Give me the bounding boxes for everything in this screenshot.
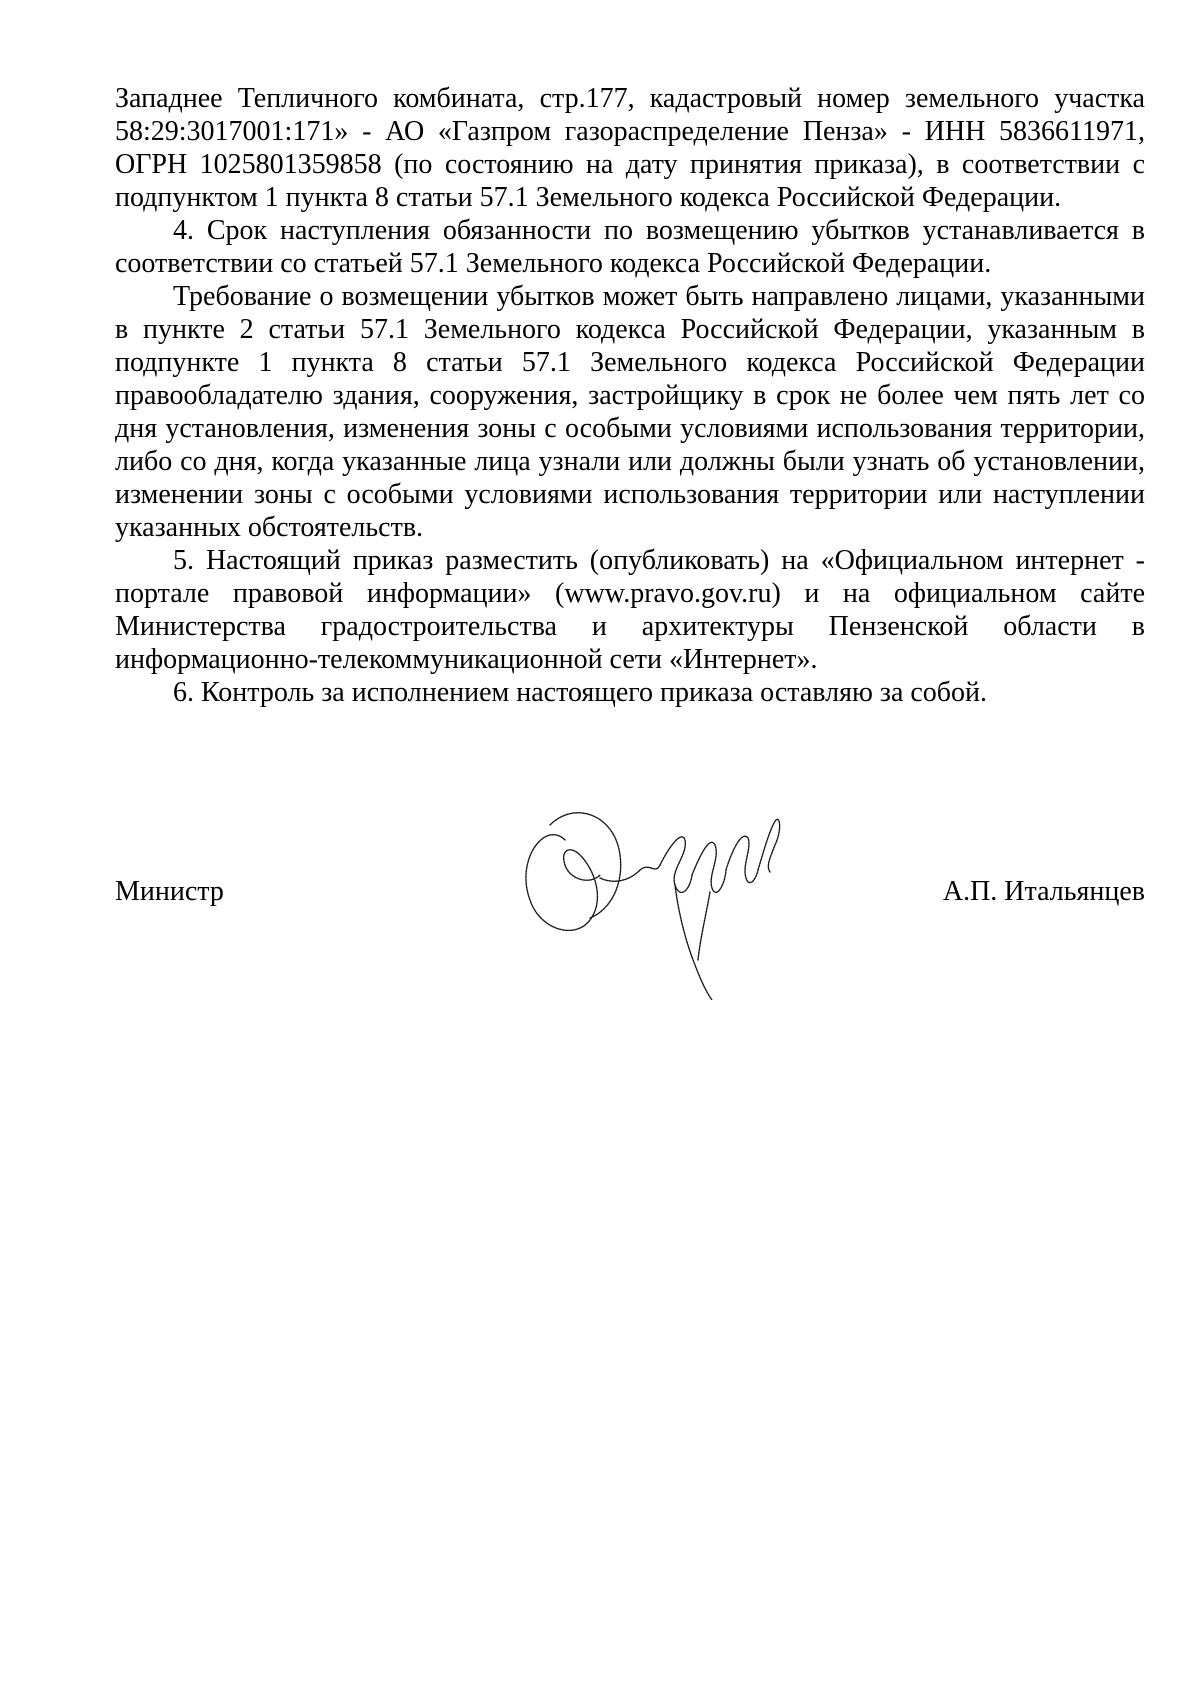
paragraph-damages-requirement: Требование о возмещении убытков может быть направлено лицами, указанными в пункте 2 статьи 57.1 Земельного кодекса Российской Федерации, указанным в подпункте 1 пункта 8 статьи 57.1 Земельного кодекса Российской Федерации правообладателю здания, сооружения, застройщику в срок не более чем пять лет со дня установления, изменения зоны с особыми условиями использования территории, либо со дня, когда указанные лица узнали или должны были узнать об установлении, изменении зоны с особыми условиями использования территории или наступлении указанных обстоятельств. [115,281,1145,543]
handwritten-signature-icon [520,800,790,1000]
document-body [115,82,1145,709]
paragraph-item-5: 5. Настоящий приказ разместить (опубликовать) на «Официальном интернет - портале правовой информации» (www.pravo.gov.ru) и на официальном сайте Министерства градостроительства и архитектуры Пензенской области в информационно-телекоммуникационной сети «Интернет». [115,545,1145,675]
signatory-name: А.П. Итальянцев [942,876,1145,907]
paragraph-item-6: 6. Контроль за исполнением настоящего приказа оставляю за собой. [173,677,988,708]
paragraph-item-4: 4. Срок наступления обязанности по возмещению убытков устанавливается в соответствии со статьей 57.1 Земельного кодекса Российской Федерации. [115,215,1145,279]
signatory-position: Министр [115,876,224,907]
paragraph-continuation: Западнее Тепличного комбината, стр.177, кадастровый номер земельного участка 58:29:3017001:171» - АО «Газпром газораспределение Пенза» - ИНН 5836611971, ОГРН 1025801359858 (по состоянию на дату принятия приказа), в соответствии с подпунктом 1 пункта 8 статьи 57.1 Земельного кодекса Российской Федерации. [115,83,1145,213]
